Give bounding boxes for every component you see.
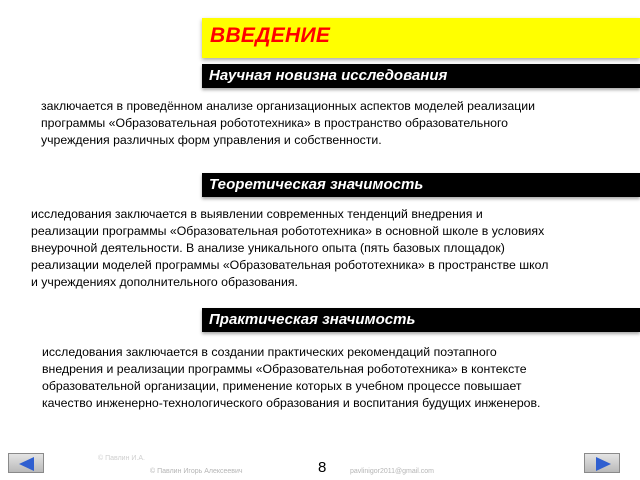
title-bar [202, 18, 640, 58]
section-heading-label: Практическая значимость [209, 311, 416, 328]
footer-email: pavlinigor2011@gmail.com [350, 468, 435, 475]
page-number: 8 [318, 459, 327, 476]
text-line: образовательной организации, применение которых в учебном процессе повышает [42, 379, 522, 393]
arrow-left-icon [9, 454, 45, 474]
text-line: исследования заключается в выявлении современных тенденций внедрения и [31, 207, 483, 221]
text-line: исследования заключается в создании практических рекомендаций поэтапного [42, 345, 497, 359]
prev-slide-button[interactable] [8, 453, 44, 473]
text-line: и учреждениях дополнительного образования. [31, 275, 298, 289]
arrow-right-icon [585, 454, 621, 474]
section-heading-practical [202, 308, 640, 332]
slide-title: ВВЕДЕНИЕ [210, 24, 331, 47]
text-line: внеурочной деятельности. В анализе уникального опыта (пять базовых площадок) [31, 241, 505, 255]
text-line: заключается в проведённом анализе организационных аспектов моделей реализации [41, 99, 535, 113]
footer-author: © Павлин Игорь Алексеевич [150, 468, 243, 475]
section-heading-label: Научная новизна исследования [209, 67, 448, 84]
section-heading-novelty [202, 64, 640, 88]
section-text-practical [42, 344, 540, 412]
text-line: программы «Образовательная робототехника» в пространство образовательного [41, 116, 509, 130]
text-line: внедрения и реализации программы «Образовательная робототехника» в контексте [42, 362, 527, 376]
text-line: качество инженерно-технологического образования и воспитания будущих инженеров. [42, 396, 541, 410]
next-slide-button[interactable] [584, 453, 620, 473]
text-line: реализации программы «Образовательная робототехника» в основной школе в условиях [31, 224, 545, 238]
section-heading-label: Теоретическая значимость [209, 176, 424, 193]
section-text-novelty [41, 98, 535, 149]
footer-watermark: © Павлин И.А. [98, 455, 145, 462]
section-text-theoretical [31, 206, 548, 291]
text-line: учреждения различных форм управления и собственности. [41, 133, 382, 147]
section-heading-theoretical [202, 173, 640, 197]
text-line: реализации моделей программы «Образовательная робототехника» в пространстве школ [31, 258, 549, 272]
